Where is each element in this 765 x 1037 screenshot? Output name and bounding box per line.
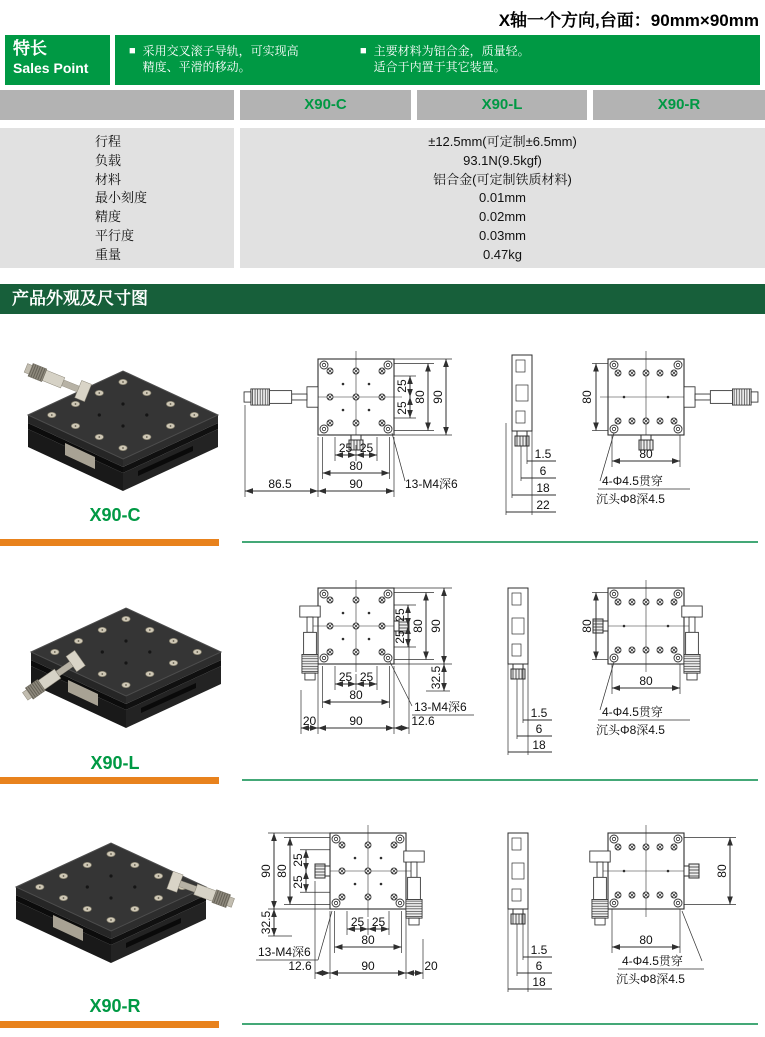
spec-row-label: 平行度 [95,228,135,244]
svg-text:12.6: 12.6 [411,714,435,728]
svg-text:80: 80 [580,619,594,633]
spec-row-label: 重量 [95,246,122,262]
spec-header-empty [0,90,234,120]
svg-text:25: 25 [338,670,353,684]
svg-text:25: 25 [393,630,407,644]
svg-text:90: 90 [349,477,363,491]
svg-text:18: 18 [532,975,546,989]
svg-text:13-M4深6: 13-M4深6 [258,945,311,959]
sales-bullet-2-text: 主要材料为铝合金，质量轻。 适合于内置于其它装置。 [373,44,530,74]
svg-text:80: 80 [413,390,427,404]
sales-point-bar [115,35,760,85]
svg-text:6: 6 [535,959,543,973]
x90r-side-view [508,833,552,992]
page-title: X轴一个方向,台面：90mm×90mm [498,11,759,30]
svg-text:22: 22 [536,498,550,512]
svg-text:25: 25 [395,379,409,393]
svg-text:18: 18 [532,738,546,752]
svg-text:25: 25 [359,670,374,684]
svg-text:25: 25 [393,608,407,622]
svg-text:90: 90 [361,959,375,973]
x90r-back-view [590,825,736,986]
orange-rule [0,539,219,546]
svg-text:32.5: 32.5 [429,665,443,690]
x90c-top-view [244,351,458,497]
spec-value-column [240,128,765,268]
svg-text:90: 90 [431,390,445,404]
spec-row-value: ±12.5mm(可定制±6.5mm) [428,133,577,149]
orange-rule [0,1021,219,1028]
svg-text:80: 80 [349,688,363,702]
sales-title-en: Sales Point [13,60,89,76]
svg-text:18: 18 [536,481,550,495]
x90l-label: X90-L [90,753,140,773]
sales-bullet-2 [360,43,530,75]
spec-header-x90l: X90-L [417,90,587,120]
x90r-product-photo [5,798,235,993]
svg-text:80: 80 [275,864,289,878]
svg-text:沉头Φ8深4.5: 沉头Φ8深4.5 [596,492,665,506]
svg-text:80: 80 [361,933,375,947]
svg-text:25: 25 [350,915,365,929]
svg-text:80: 80 [639,447,653,461]
x90c-dimension-drawing [240,333,765,538]
sales-bullet-1-text: 采用交叉滚子导轨，可实现高 精度、平滑的移动。 [142,44,299,74]
svg-text:80: 80 [715,864,729,878]
green-rule [242,1023,758,1025]
svg-text:80: 80 [411,619,425,633]
svg-text:80: 80 [349,459,363,473]
svg-text:4-Φ4.5贯穿: 4-Φ4.5贯穿 [602,705,663,719]
svg-text:4-Φ4.5贯穿: 4-Φ4.5贯穿 [602,474,663,488]
spec-label-column [0,128,234,268]
svg-text:25: 25 [291,853,305,867]
svg-text:80: 80 [639,674,653,688]
x90c-side-view [506,355,556,515]
svg-text:1.5: 1.5 [534,447,552,461]
green-rule [242,779,758,781]
spec-header-x90c: X90-C [240,90,411,120]
sales-title-cn: 特长 [13,39,47,58]
spec-row-label: 最小刻度 [95,190,148,206]
svg-text:沉头Φ8深4.5: 沉头Φ8深4.5 [596,723,665,737]
spec-row-label: 精度 [95,209,122,225]
section-banner: 产品外观及尺寸图 [0,284,765,314]
sales-point-box [5,35,110,85]
spec-header-x90r: X90-R [593,90,765,120]
orange-rule [0,777,219,784]
spec-row-value: 0.47kg [482,246,523,262]
svg-text:25: 25 [395,401,409,415]
svg-text:25: 25 [338,441,353,455]
svg-text:20: 20 [302,714,317,728]
svg-text:90: 90 [259,864,273,878]
svg-text:沉头Φ8深4.5: 沉头Φ8深4.5 [616,972,685,986]
spec-row-value: 0.03mm [479,228,526,244]
spec-row-value: 0.02mm [479,209,526,225]
svg-text:6: 6 [539,464,547,478]
bullet-square-icon: ■ [129,45,136,57]
svg-text:13-M4深6: 13-M4深6 [405,477,458,491]
x90l-top-view [300,580,474,734]
svg-text:13-M4深6: 13-M4深6 [414,700,467,714]
svg-text:32.5: 32.5 [259,910,273,935]
svg-text:90: 90 [429,619,443,633]
x90l-back-view [580,580,702,737]
svg-text:86.5: 86.5 [268,477,292,491]
svg-text:6: 6 [535,722,543,736]
spec-row-value: 93.1N(9.5kgf) [463,152,542,168]
sales-bullet-1 [129,43,299,75]
svg-text:20: 20 [424,959,438,973]
x90r-dimension-drawing [240,795,765,1023]
svg-text:80: 80 [639,933,653,947]
svg-text:25: 25 [291,875,305,889]
x90r-top-view [256,825,438,979]
spec-row-label: 行程 [95,133,122,149]
svg-text:25: 25 [359,441,374,455]
spec-row-value: 铝合金(可定制铁质材料) [433,171,572,187]
bullet-square-icon: ■ [360,45,367,57]
svg-text:1.5: 1.5 [530,706,548,720]
svg-text:4-Φ4.5贯穿: 4-Φ4.5贯穿 [622,954,683,968]
x90l-product-photo [8,568,236,753]
svg-text:25: 25 [371,915,386,929]
x90l-dimension-drawing [240,560,765,775]
x90c-product-photo [8,333,236,503]
svg-text:1.5: 1.5 [530,943,548,957]
spec-row-label: 负载 [95,152,122,168]
spec-row-label: 材料 [95,171,122,187]
spec-row-value: 0.01mm [479,190,526,206]
x90l-side-view [508,588,552,755]
green-rule [242,541,758,543]
svg-text:80: 80 [580,390,594,404]
svg-text:12.6: 12.6 [288,959,312,973]
x90r-label: X90-R [89,996,141,1016]
svg-text:90: 90 [349,714,363,728]
x90c-label: X90-C [89,505,141,525]
x90c-back-view [580,351,758,506]
micrometer-photo-icon [22,359,91,401]
